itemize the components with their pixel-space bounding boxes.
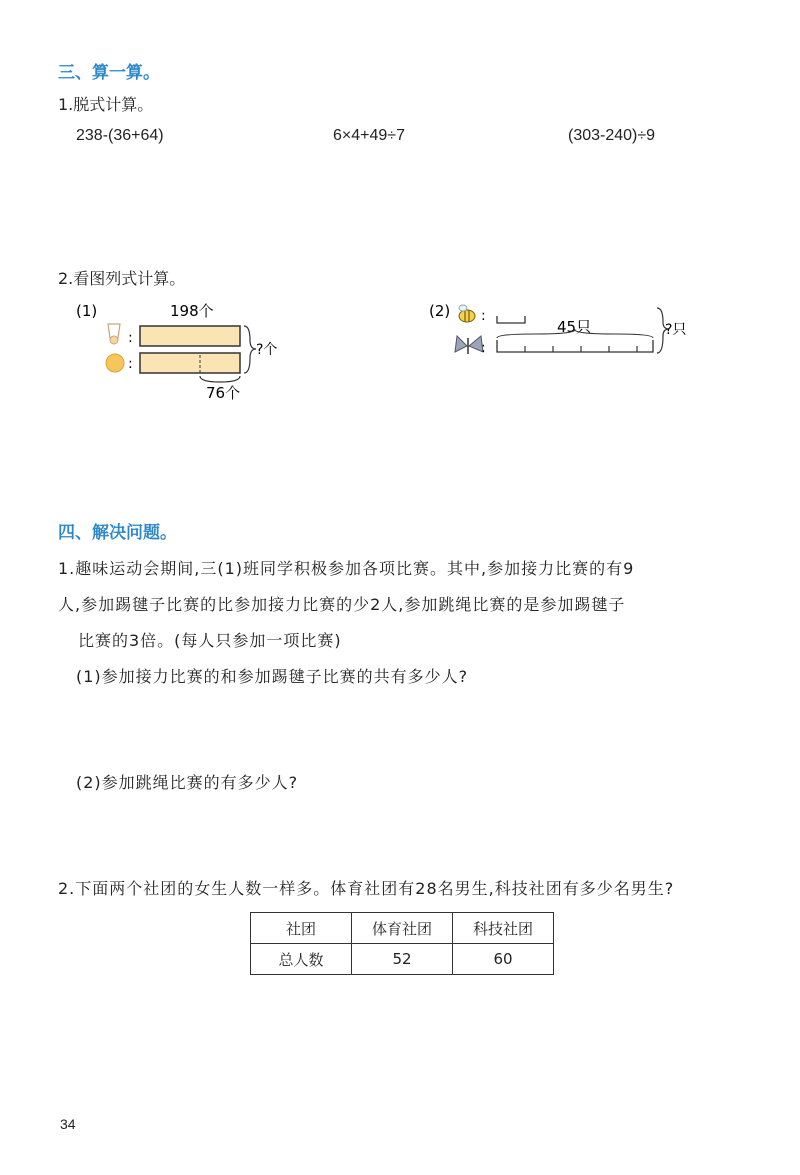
- section-title-calculate: 三、算一算。: [58, 63, 160, 83]
- problem-1-subquestion-2: (2)参加跳绳比赛的有多少人?: [76, 773, 299, 792]
- ball-icon: [106, 354, 124, 372]
- bar-badminton: [140, 326, 240, 346]
- problem-2-text: 2.下面两个社团的女生人数一样多。体育社团有28名男生,科技社团有多少名男生?: [58, 879, 675, 898]
- expression-2: 6×4+49÷7: [333, 127, 405, 144]
- table-header-cell: 体育社团: [352, 913, 453, 944]
- figure-1-colon-1: :: [128, 330, 133, 346]
- line-butterfly: [497, 340, 653, 352]
- club-table: [250, 912, 554, 975]
- figure-2-right-label: ?只: [665, 322, 687, 338]
- bee-icon: [459, 305, 475, 322]
- expression-3: (303-240)÷9: [568, 127, 656, 144]
- expression-1: 238-(36+64): [76, 127, 164, 144]
- bar-ball: [140, 353, 240, 373]
- shuttlecock-icon: [108, 324, 120, 344]
- table-cell: 总人数: [251, 944, 352, 975]
- table-cell: 60: [453, 944, 554, 975]
- figure-1-right-label: ?个: [256, 342, 278, 358]
- question-2-label: 2.看图列式计算。: [58, 269, 186, 288]
- section-title-solve-problems: 四、解决问题。: [58, 523, 177, 543]
- line-bee: [497, 316, 525, 323]
- figure-2-colon-2: :: [481, 340, 486, 356]
- figure-1-bottom-label: 76个: [206, 384, 241, 402]
- page-number: 34: [60, 1116, 76, 1132]
- table-row: [251, 944, 554, 975]
- table-header-cell: 科技社团: [453, 913, 554, 944]
- figure-2-mid-label: 45只: [557, 318, 592, 336]
- question-1-label: 1.脱式计算。: [58, 95, 154, 114]
- figure-1-colon-2: :: [128, 356, 133, 372]
- line-butterfly-ticks: [525, 346, 637, 352]
- problem-1-line-3: 比赛的3倍。(每人只参加一项比赛): [78, 631, 342, 650]
- problem-1-line-2: 人,参加踢毽子比赛的比参加接力比赛的少2人,参加跳绳比赛的是参加踢毽子: [58, 595, 626, 614]
- figure-1-brace: [244, 326, 256, 373]
- figure-1-bottom-brace: [200, 376, 240, 382]
- table-cell: 52: [352, 944, 453, 975]
- figure-2-number: (2): [429, 302, 451, 320]
- figure-1-top-label: 198个: [170, 302, 214, 320]
- problem-1-subquestion-1: (1)参加接力比赛的和参加踢毽子比赛的共有多少人?: [76, 667, 469, 686]
- figure-1-number: (1): [76, 302, 98, 320]
- table-header-cell: 社团: [251, 913, 352, 944]
- butterfly-icon: [455, 336, 483, 354]
- figure-2-colon-1: :: [481, 308, 486, 324]
- table-header-row: [251, 913, 554, 944]
- figure-2-bar-diagram: [425, 298, 705, 368]
- figure-1-bar-diagram: [70, 298, 290, 408]
- problem-1-line-1: 1.趣味运动会期间,三(1)班同学积极参加各项比赛。其中,参加接力比赛的有9: [58, 559, 635, 578]
